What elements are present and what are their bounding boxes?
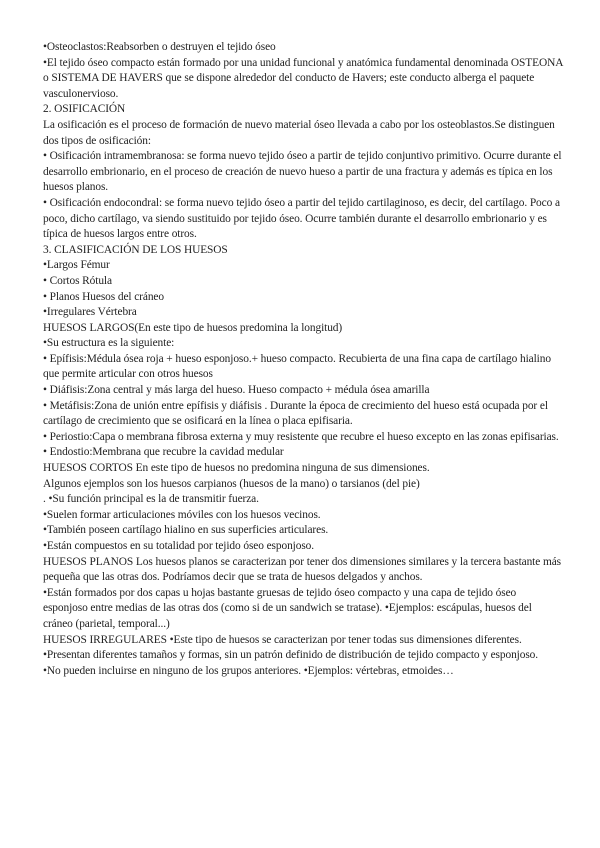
paragraph-osificacion-intro: La osificación es el proceso de formación de nuevo material óseo llevada a cabo por los osteoblastos.Se distinguen dos tipos de osificación: <box>43 118 555 147</box>
list-item-diafisis: • Diáfisis:Zona central y más larga del hueso. Hueso compacto + médula ósea amarilla <box>43 384 430 397</box>
heading-huesos-cortos: HUESOS CORTOS En este tipo de huesos no predomina ninguna de sus dimensiones. <box>43 462 430 475</box>
list-item-metafisis: • Metáfisis:Zona de unión entre epífisis y diáfisis . Durante la época de crecimiento del hueso está ocupada por el cartílago de crecimiento que se osificará en la línea o placa epifisaria. <box>43 399 548 428</box>
list-item-articulaciones: •Suelen formar articulaciones móviles con los huesos vecinos. <box>43 508 321 521</box>
list-item-endostio: • Endostio:Membrana que recubre la cavidad medular <box>43 446 284 459</box>
list-item-capas: •Están formados por dos capas u hojas bastante gruesas de tejido óseo compacto y una capa de tejido óseo esponjoso entre medias de las otras dos (como si de un sandwich se tratase). •Ejemplos: escápulas, huesos del cráneo (parietal, temporal...) <box>43 586 532 630</box>
heading-huesos-irregulares: HUESOS IRREGULARES •Este tipo de huesos se caracterizan por tener todas sus dimensiones diferentes. <box>43 633 522 646</box>
list-item-planos: • Planos Huesos del cráneo <box>43 290 164 303</box>
heading-huesos-planos: HUESOS PLANOS Los huesos planos se caracterizan por tener dos dimensiones similares y la tercera bastante más pequeña que las otras dos. Podríamos decir que se trata de huesos delgados y anchos. <box>43 555 561 584</box>
list-item-largos: •Largos Fémur <box>43 259 110 272</box>
paragraph-estructura: •Su estructura es la siguiente: <box>43 337 175 350</box>
list-item-formas: •Presentan diferentes tamaños y formas, sin un patrón definido de distribución de tejido compacto y esponjoso. <box>43 649 539 662</box>
list-item-periostio: • Periostio:Capa o membrana fibrosa externa y muy resistente que recubre el hueso excepto en las zonas epifisarias. <box>43 430 559 443</box>
list-item-compuestos: •Están compuestos en su totalidad por tejido óseo esponjoso. <box>43 540 315 552</box>
heading-huesos-largos: HUESOS LARGOS(En este tipo de huesos predomina la longitud) <box>43 321 343 334</box>
paragraph-osificacion-endocondral: • Osificación endocondral: se forma nuevo tejido óseo a partir del tejido cartilaginoso, es decir, del cartílago. Poco a poco, dicho cartílago, va siendo sustituido por tejido óseo. Ocurre también durante el desarrollo embrionario y es típica de huesos largos entre otros. <box>43 196 560 241</box>
list-item-funcion: . •Su función principal es la de transmitir fuerza. <box>43 493 259 506</box>
list-item-epifisis: • Epífisis:Médula ósea roja + hueso esponjoso.+ hueso compacto. Recubierta de una fina capa de cartílago hialino que permite articular con otros huesos <box>43 352 551 381</box>
paragraph-ejemplos-cortos: Algunos ejemplos son los huesos carpianos (huesos de la mano) o tarsianos (del pie) <box>43 477 420 490</box>
paragraph-tejido-compacto: •El tejido óseo compacto están formado por una unidad funcional y anatómica fundamental denominada OSTEONA o SISTEMA DE HAVERS que se dispone alrededor del conducto de Havers; este conducto alberga el paquete vasculonervioso. <box>43 56 563 100</box>
paragraph-osteoclastos: •Osteoclastos:Reabsorben o destruyen el tejido óseo <box>43 41 276 53</box>
list-item-no-incluidos: •No pueden incluirse en ninguno de los grupos anteriores. •Ejemplos: vértebras, etmoides… <box>43 664 454 677</box>
list-item-cartilago: •También poseen cartílago hialino en sus superficies articulares. <box>43 524 329 537</box>
list-item-cortos: • Cortos Rótula <box>43 274 112 287</box>
list-item-irregulares: •Irregulares Vértebra <box>43 306 137 319</box>
document-body <box>43 40 563 679</box>
heading-clasificacion: 3. CLASIFICACIÓN DE LOS HUESOS <box>43 243 228 256</box>
paragraph-osificacion-intramembranosa: • Osificación intramembranosa: se forma nuevo tejido óseo a partir de tejido conjuntivo primitivo. Ocurre durante el desarrollo embrionario, en el proceso de creación de nuevo hueso a partir de una fractura y además es típica en los huesos planos. <box>43 150 562 194</box>
heading-osificacion: 2. OSIFICACIÓN <box>43 103 126 116</box>
